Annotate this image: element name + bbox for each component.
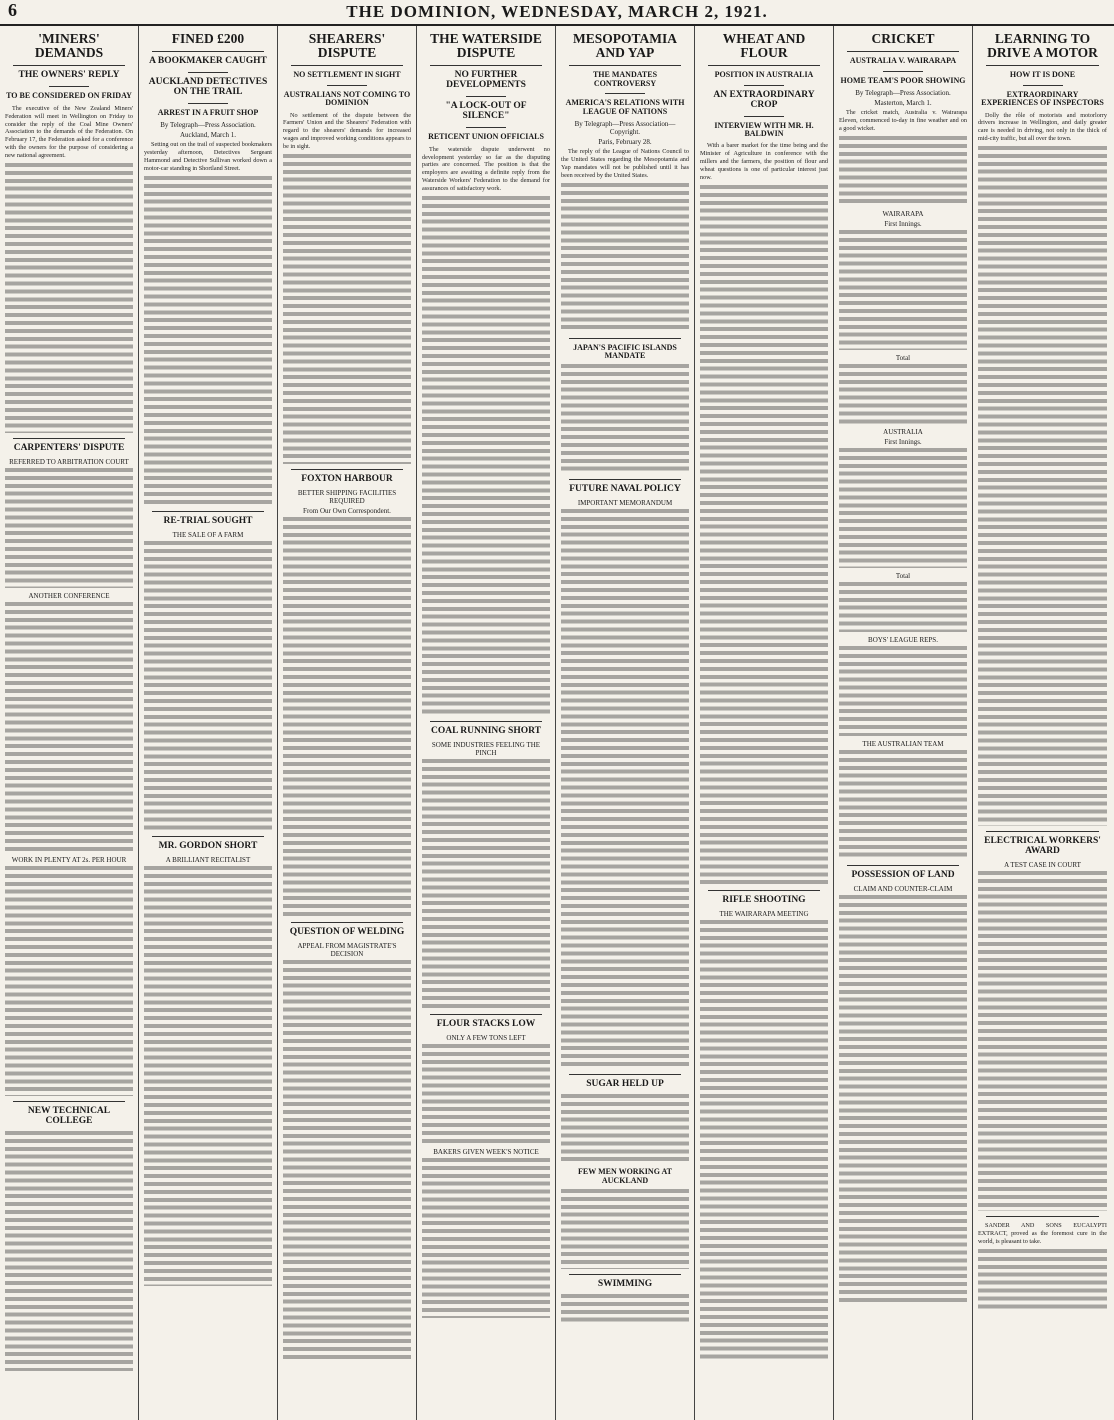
article-text-block: [561, 364, 689, 474]
headline: CARPENTERS' DISPUTE: [13, 443, 125, 454]
subheadline: AUCKLAND DETECTIVES ON THE TRAIL: [148, 77, 268, 98]
article-text-block: [283, 517, 411, 917]
advertisement-text-block: [978, 1249, 1107, 1309]
dateline: By Telegraph—Press Association.: [160, 121, 256, 130]
headline: SHEARERS' DISPUTE: [308, 31, 386, 61]
subheadline: A BOOKMAKER CAUGHT: [149, 56, 267, 67]
article-text-block: [700, 920, 828, 1360]
subheadline: ANOTHER CONFERENCE: [28, 592, 110, 601]
headline: SUGAR HELD UP: [586, 1079, 664, 1090]
column-8: [973, 26, 1112, 1420]
article-text: The waterside dispute underwent no development yesterday so far as the disputing parties are concerned. The position is that the employers are awaiting a definite reply from the Waterside Workers' Federation to the demand for assurances of satisfactory work.: [422, 145, 550, 193]
headline: MESOPOTAMIA AND YAP: [573, 31, 677, 61]
subheadline: AUSTRALIA V. WAIRARAPA: [849, 56, 957, 66]
article-text-block: [839, 646, 967, 736]
subheadline: ARREST IN A FRUIT SHOP: [157, 108, 259, 118]
headline: LEARNING TO DRIVE A MOTOR: [987, 31, 1098, 61]
article-text-block: [839, 364, 967, 424]
divider: [569, 338, 681, 339]
column-7: [834, 26, 973, 1420]
article-text-block: [561, 1294, 689, 1324]
scorecard-heading: WAIRARAPA: [882, 209, 924, 218]
subheadline: WORK IN PLENTY AT 2s. PER HOUR: [11, 856, 127, 865]
subheadline: AMERICA'S RELATIONS WITH LEAGUE OF NATIONS: [565, 98, 685, 116]
headline: FINED £200: [171, 31, 245, 46]
article-text-block: [561, 1094, 689, 1164]
headline: SWIMMING: [597, 1279, 653, 1290]
article-text-block: [422, 759, 550, 1009]
article-text: With a barer market for the time being and the Minister of Agriculture in conference with the millers and the farmers, the position of flour and wheat questions is one of particular interest just now.: [700, 142, 828, 182]
divider: [430, 721, 542, 722]
subheadline: FEW MEN WORKING AT AUCKLAND: [577, 1167, 672, 1185]
scorecard: [839, 230, 967, 350]
article-text: Setting out on the trail of suspected bookmakers yesterday afternoon, Detectives Sergeant Hammond and Detective Sullivan worked down a motor-car standing in Shortland Street.: [144, 141, 272, 173]
headline: POSSESSION OF LAND: [851, 869, 955, 880]
dateline: By Telegraph—Press Association—Copyright.: [574, 119, 676, 136]
subheadline: NO SETTLEMENT IN SIGHT: [293, 70, 401, 80]
dateline: Auckland, March 1.: [180, 131, 236, 140]
headline: ELECTRICAL WORKERS' AWARD: [984, 836, 1101, 857]
dateline: Masterton, March 1.: [874, 98, 932, 107]
subheadline: "A LOCK-OUT OF SILENCE": [445, 101, 527, 122]
subheadline: ONLY A FEW TONS LEFT: [446, 1033, 526, 1042]
divider: [744, 85, 784, 86]
headline: NEW TECHNICAL COLLEGE: [27, 1106, 111, 1126]
scorecard: [839, 448, 967, 568]
divider: [291, 469, 403, 470]
subheadline: HOME TEAM'S POOR SHOWING: [840, 75, 966, 85]
headline: 'MINERS' DEMANDS: [34, 31, 104, 61]
divider: [708, 890, 820, 891]
headline: THE WATERSIDE DISPUTE: [430, 31, 542, 61]
article-text-block: [978, 871, 1107, 1211]
headline: FUTURE NAVAL POLICY: [569, 484, 681, 495]
article-text-block: [561, 183, 689, 333]
article-text-block: [144, 541, 272, 831]
headline: CRICKET: [871, 31, 935, 46]
subheadline: THE AUSTRALIAN TEAM: [862, 739, 944, 748]
scorecard-heading: AUSTRALIA: [883, 427, 923, 436]
subheadline: RETICENT UNION OFFICIALS: [428, 132, 544, 142]
headline: RE-TRIAL SOUGHT: [163, 516, 253, 527]
article-text-block: [422, 196, 550, 716]
divider: [327, 85, 367, 86]
subheadline: BAKERS GIVEN WEEK'S NOTICE: [433, 1147, 539, 1156]
subheadline: POSITION IN AUSTRALIA: [714, 70, 814, 80]
scorecard-subheading: First Innings.: [884, 219, 922, 228]
subheadline: A BRILLIANT RECITALIST: [165, 856, 251, 865]
dateline: Paris, February 28.: [598, 137, 652, 146]
article-text-block: [5, 163, 133, 433]
divider: [605, 93, 645, 94]
divider: [1023, 85, 1063, 86]
divider: [13, 65, 125, 66]
article-text-block: [144, 866, 272, 1286]
headline: QUESTION OF WELDING: [289, 927, 405, 938]
article-text-block: [561, 1189, 689, 1269]
subheadline: CLAIM AND COUNTER-CLAIM: [853, 884, 953, 893]
subheadline: SOME INDUSTRIES FEELING THE PINCH: [431, 741, 541, 758]
divider: [986, 65, 1099, 66]
divider: [188, 103, 228, 104]
subheadline: THE MANDATES CONTROVERSY: [592, 70, 658, 88]
divider: [569, 1074, 681, 1075]
divider: [708, 65, 820, 66]
subheadline: EXTRAORDINARY EXPERIENCES OF INSPECTORS: [981, 89, 1104, 108]
article-text-block: [839, 582, 967, 632]
headline: RIFLE SHOOTING: [722, 894, 806, 905]
article-text: The cricket match, Australia v. Wairarapa Eleven, commenced to-day in fine weather and on a good wicket.: [839, 108, 967, 132]
column-4: [417, 26, 556, 1420]
divider: [430, 65, 542, 66]
article-text-block: [978, 146, 1107, 826]
divider: [291, 65, 403, 66]
subheadline: A TEST CASE IN COURT: [1004, 861, 1081, 870]
column-5: [556, 26, 695, 1420]
headline: COAL RUNNING SHORT: [431, 726, 541, 737]
subheadline: BOYS' LEAGUE REPS.: [868, 635, 938, 644]
divider: [152, 511, 264, 512]
article-text-block: [5, 866, 133, 1096]
divider: [49, 86, 89, 87]
subheadline: TO BE CONSIDERED ON FRIDAY: [6, 91, 132, 101]
article-text-block: [561, 509, 689, 1069]
page-number: 6: [8, 0, 17, 20]
subheadline: BETTER SHIPPING FACILITIES REQUIRED: [297, 489, 397, 506]
article-text-block: [700, 185, 828, 885]
article-text-block: [5, 1131, 133, 1371]
divider: [744, 116, 784, 117]
subheadline: IMPORTANT MEMORANDUM: [577, 499, 673, 508]
divider: [847, 865, 959, 866]
divider: [466, 96, 506, 97]
divider: [569, 479, 681, 480]
divider: [188, 72, 228, 73]
newspaper-title: THE DOMINION, WEDNESDAY, MARCH 2, 1921.: [346, 2, 768, 21]
divider: [430, 1014, 542, 1015]
headline: WHEAT AND FLOUR: [722, 31, 806, 61]
advertisement-text: SANDER AND SONS EUCALYPTI EXTRACT, proved as the foremost cure in the world, is pleasant to take.: [978, 1222, 1107, 1245]
article-text: The executive of the New Zealand Miners' Federation will meet in Wellington on Friday to consider the reply of the Coal Mine Owners' Association to the demands of the Federation. On February 17, the Federation asked for a conference with the owners for the purpose of considering a new national agreement.: [5, 104, 133, 160]
divider: [466, 127, 506, 128]
column-3: [278, 26, 417, 1420]
article-text-block: [839, 136, 967, 206]
article-text: No settlement of the dispute between the Farmers' Union and the Shearers' Federation with regard to the shearers' demands for increased wages and improved working conditions appears to be in sight.: [283, 111, 411, 151]
subheadline: HOW IT IS DONE: [1009, 70, 1076, 80]
article-text-block: [283, 960, 411, 1360]
article-text: Dolly the rôle of motorists and motorlorry drivers increase in Wellington, and daily greater care is needed in driving, not only in the thick of mid-city traffic, but all over the town.: [978, 111, 1107, 143]
article-text-block: [283, 154, 411, 464]
article-text-block: [422, 1158, 550, 1318]
column-1: [0, 26, 139, 1420]
divider: [986, 831, 1099, 832]
headline: MR. GORDON SHORT: [158, 841, 258, 852]
headline: FOXTON HARBOUR: [301, 474, 393, 485]
headline: FLOUR STACKS LOW: [436, 1019, 536, 1030]
article-text-block: [839, 895, 967, 1305]
subheadline: THE SALE OF A FARM: [172, 531, 244, 540]
subheadline: APPEAL FROM MAGISTRATE'S DECISION: [297, 941, 397, 958]
subheadline: NO FURTHER DEVELOPMENTS: [446, 70, 526, 91]
subheadline: THE OWNERS' REPLY: [18, 70, 120, 81]
scorecard-total: Total: [895, 353, 911, 362]
subheadline: AN EXTRAORDINARY CROP: [713, 89, 815, 110]
divider: [847, 51, 959, 52]
divider: [986, 1216, 1099, 1217]
subheadline: INTERVIEW WITH MR. H. BALDWIN: [714, 120, 814, 139]
subheadline: REFERRED TO ARBITRATION COURT: [9, 458, 129, 467]
scorecard-total: Total: [895, 571, 911, 580]
columns: [0, 26, 1114, 1420]
article-text: The reply of the League of Nations Council to the United States regarding the Mesopotamia and Yap mandates will not be published until it has been received by the United States.: [561, 147, 689, 179]
article-text-block: [422, 1044, 550, 1144]
divider: [152, 51, 264, 52]
scorecard-subheading: First Innings.: [884, 437, 922, 446]
divider: [152, 836, 264, 837]
divider: [13, 438, 125, 439]
article-text-block: [5, 468, 133, 588]
column-6: [695, 26, 834, 1420]
column-2: [139, 26, 278, 1420]
article-text-block: [5, 602, 133, 852]
headline: JAPAN'S PACIFIC ISLANDS MANDATE: [573, 342, 677, 360]
masthead: [0, 0, 1114, 26]
divider: [569, 65, 681, 66]
divider: [883, 71, 923, 72]
divider: [13, 1101, 125, 1102]
subheadline: AUSTRALIANS NOT COMING TO DOMINION: [283, 89, 411, 108]
dateline: From Our Own Correspondent.: [303, 507, 391, 516]
divider: [291, 922, 403, 923]
dateline: By Telegraph—Press Association.: [855, 88, 951, 97]
article-text-block: [839, 750, 967, 860]
divider: [569, 1274, 681, 1275]
subheadline: THE WAIRARAPA MEETING: [719, 909, 809, 918]
article-text-block: [144, 176, 272, 506]
